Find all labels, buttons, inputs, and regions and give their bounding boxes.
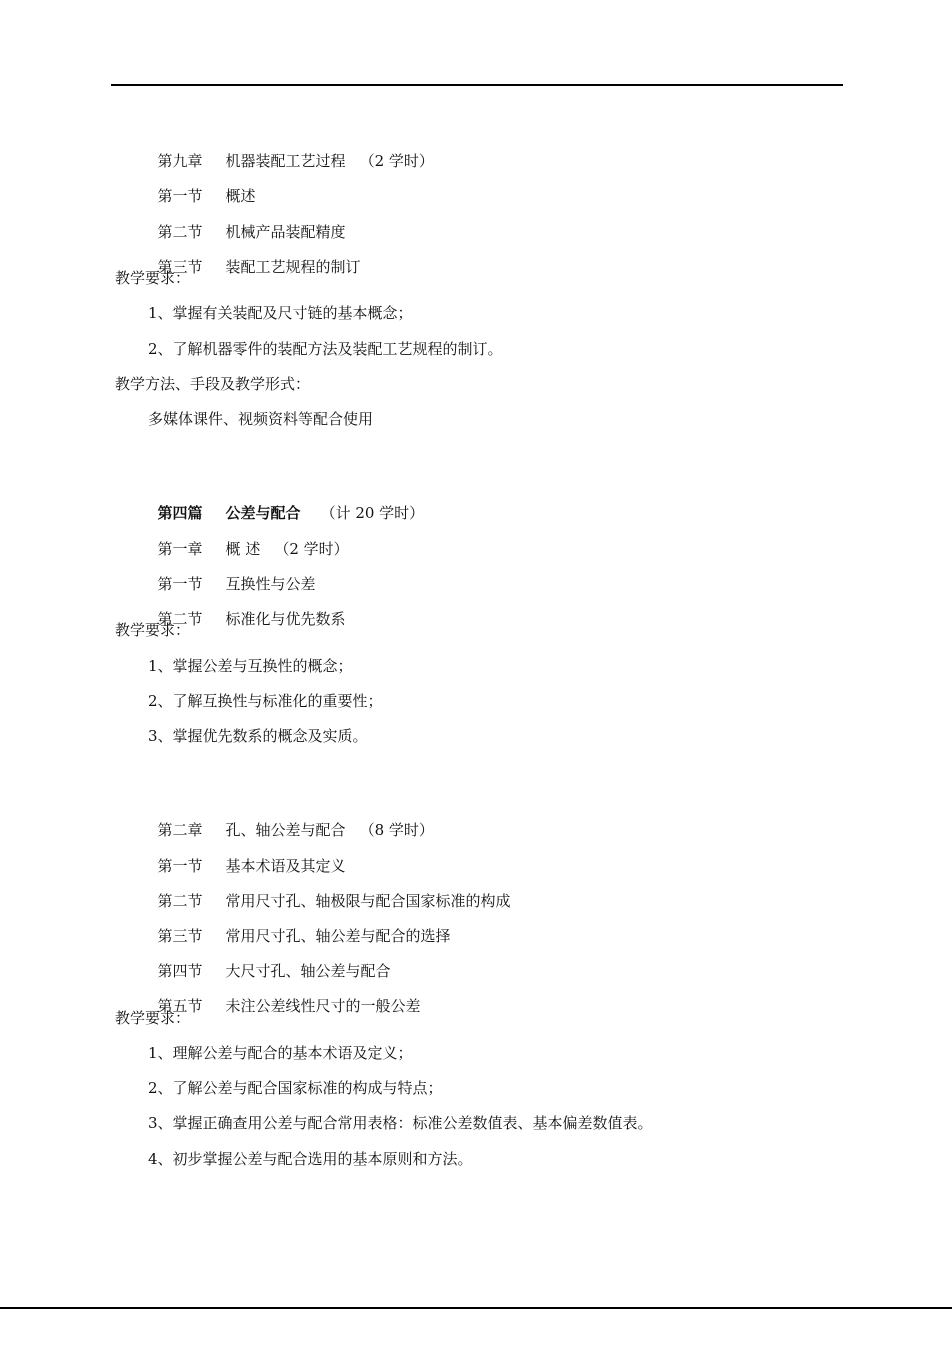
chapter-hours: （2 学时） bbox=[274, 540, 349, 558]
section-label: 第四节 bbox=[157, 962, 203, 980]
footer-rule bbox=[0, 1307, 952, 1309]
requirement-item: 2、了解机器零件的装配方法及装配工艺规程的制订。 bbox=[148, 340, 503, 358]
section-title: 大尺寸孔、轴公差与配合 bbox=[225, 962, 391, 980]
section-title: 概述 bbox=[225, 187, 256, 205]
section-line bbox=[148, 830, 346, 875]
section-label: 第三节 bbox=[157, 927, 203, 945]
requirement-item: 3、掌握优先数系的概念及实质。 bbox=[148, 727, 368, 745]
section-label: 第二节 bbox=[157, 610, 203, 628]
section-line bbox=[148, 900, 451, 945]
chapter-label: 第九章 bbox=[157, 152, 203, 170]
chapter-heading bbox=[148, 513, 349, 558]
part-title: 公差与配合 bbox=[225, 504, 301, 522]
section-title: 常用尺寸孔、轴公差与配合的选择 bbox=[225, 927, 451, 945]
chapter-title: 机器装配工艺过程 bbox=[225, 152, 346, 170]
section-label: 第三节 bbox=[157, 258, 203, 276]
section-label: 第一节 bbox=[157, 187, 203, 205]
chapter-hours: （8 学时） bbox=[359, 821, 434, 839]
method-text: 多媒体课件、视频资料等配合使用 bbox=[148, 410, 374, 428]
section-line bbox=[148, 583, 346, 628]
requirement-item: 3、掌握正确查用公差与配合常用表格：标准公差数值表、基本偏差数值表。 bbox=[148, 1114, 653, 1132]
chapter-label: 第一章 bbox=[157, 540, 203, 558]
section-label: 第二节 bbox=[157, 223, 203, 241]
section-line bbox=[148, 160, 256, 205]
section-title: 未注公差线性尺寸的一般公差 bbox=[225, 997, 421, 1015]
requirements-heading: 教学要求： bbox=[115, 621, 191, 639]
header-rule bbox=[111, 84, 843, 86]
part-label: 第四篇 bbox=[157, 504, 203, 522]
section-line bbox=[148, 935, 391, 980]
part-heading bbox=[148, 477, 425, 522]
requirement-item: 1、理解公差与配合的基本术语及定义； bbox=[148, 1044, 413, 1062]
chapter-heading bbox=[148, 125, 434, 170]
chapter-title: 概 述 bbox=[225, 540, 261, 558]
chapter-title: 孔、轴公差与配合 bbox=[225, 821, 346, 839]
chapter-heading bbox=[148, 794, 434, 839]
requirement-item: 2、了解互换性与标准化的重要性； bbox=[148, 692, 383, 710]
section-title: 装配工艺规程的制订 bbox=[225, 258, 361, 276]
section-title: 基本术语及其定义 bbox=[225, 857, 346, 875]
section-label: 第二节 bbox=[157, 892, 203, 910]
chapter-label: 第二章 bbox=[157, 821, 203, 839]
section-title: 互换性与公差 bbox=[225, 575, 316, 593]
requirement-item: 1、掌握公差与互换性的概念； bbox=[148, 657, 353, 675]
method-heading: 教学方法、手段及教学形式： bbox=[115, 375, 311, 393]
requirement-item: 1、掌握有关装配及尺寸链的基本概念； bbox=[148, 304, 413, 322]
chapter-hours: （2 学时） bbox=[359, 152, 434, 170]
requirements-heading: 教学要求： bbox=[115, 1009, 191, 1027]
section-title: 常用尺寸孔、轴极限与配合国家标准的构成 bbox=[225, 892, 511, 910]
requirement-item: 4、初步掌握公差与配合选用的基本原则和方法。 bbox=[148, 1150, 473, 1168]
requirements-heading: 教学要求： bbox=[115, 269, 191, 287]
section-label: 第一节 bbox=[157, 575, 203, 593]
section-line bbox=[148, 196, 346, 241]
requirement-item: 2、了解公差与配合国家标准的构成与特点； bbox=[148, 1079, 443, 1097]
section-title: 标准化与优先数系 bbox=[225, 610, 346, 628]
section-line bbox=[148, 548, 316, 593]
section-line bbox=[148, 970, 421, 1015]
section-label: 第五节 bbox=[157, 997, 203, 1015]
section-line bbox=[148, 231, 361, 276]
section-title: 机械产品装配精度 bbox=[225, 223, 346, 241]
section-line bbox=[148, 865, 511, 910]
section-label: 第一节 bbox=[157, 857, 203, 875]
part-hours: （计 20 学时） bbox=[320, 504, 425, 522]
